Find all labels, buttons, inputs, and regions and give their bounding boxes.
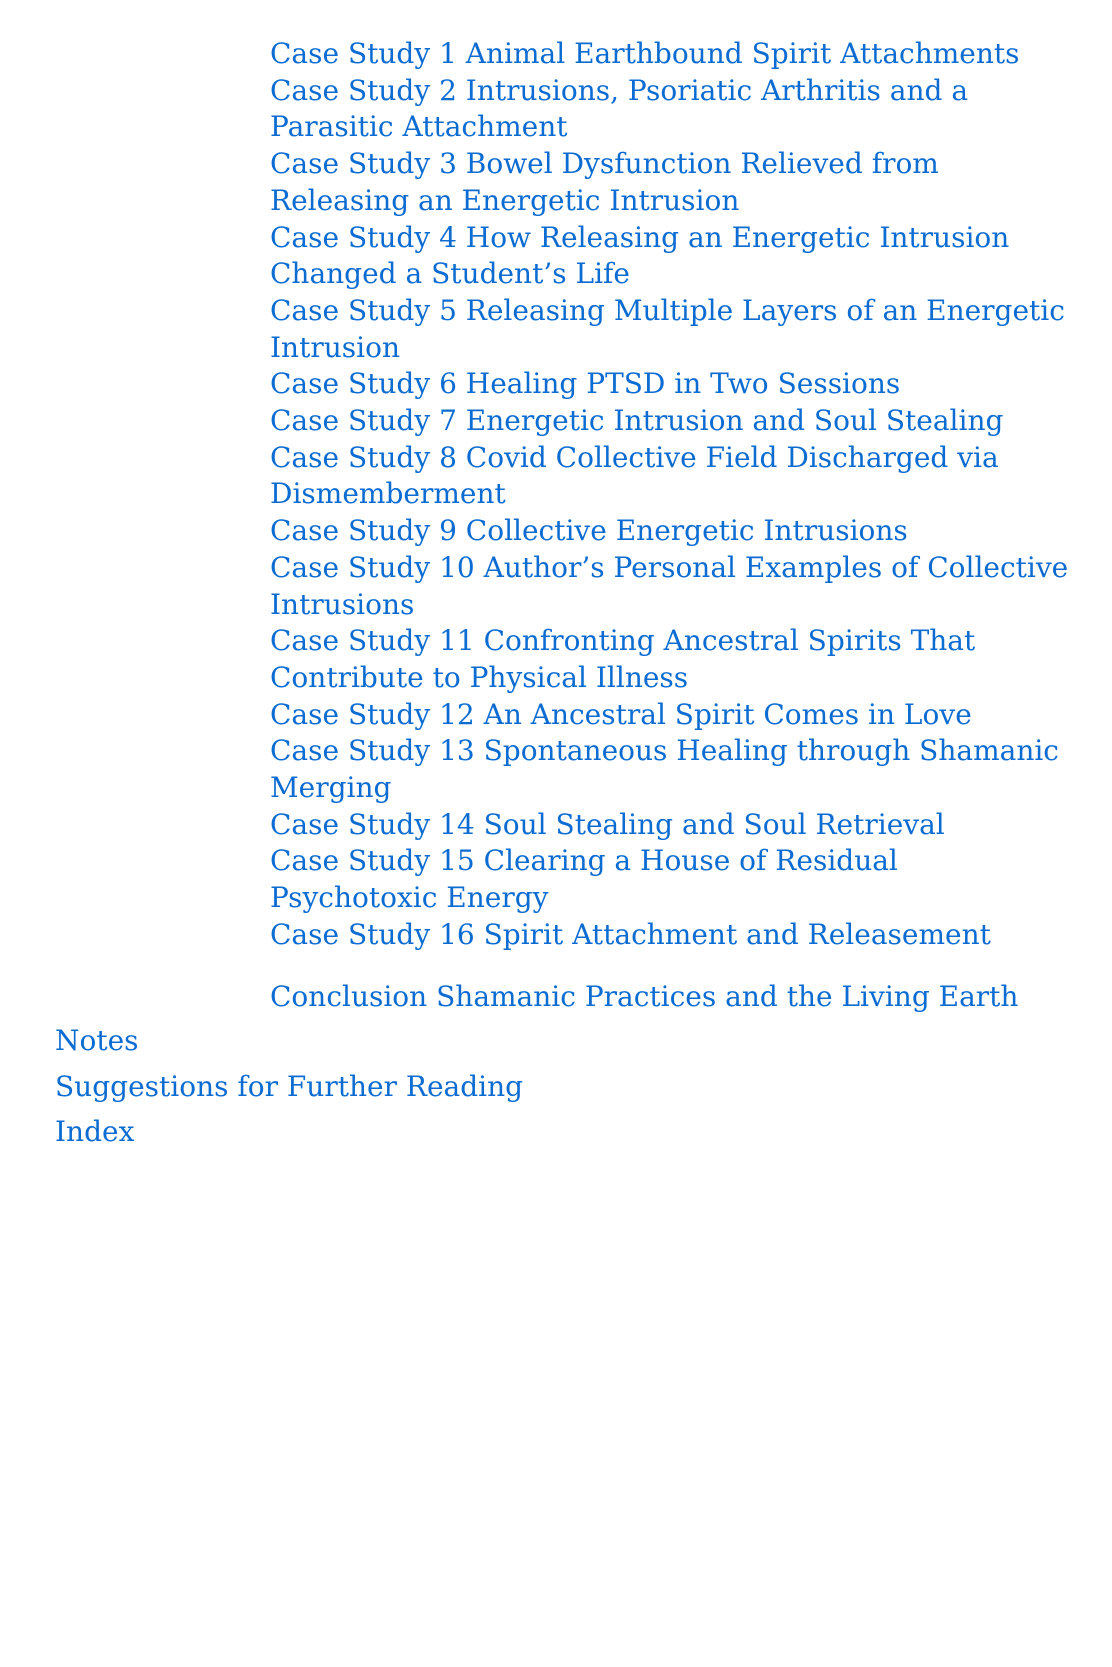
list-item (270, 917, 1070, 954)
conclusion-entry (270, 979, 1070, 1016)
list-item (55, 1023, 955, 1069)
back-matter-list (55, 1023, 955, 1160)
toc-link-case-study-2[interactable]: Case Study 2 Intrusions, Psoriatic Arthritis and a Parasitic Attachment (270, 73, 969, 144)
toc-link-conclusion[interactable]: Conclusion Shamanic Practices and the Living Earth (270, 980, 1019, 1013)
list-item (270, 623, 1070, 696)
toc-link-case-study-9[interactable]: Case Study 9 Collective Energetic Intrusions (270, 514, 908, 548)
toc-link-further-reading[interactable]: Suggestions for Further Reading (55, 1069, 524, 1103)
toc-link-case-study-10[interactable]: Case Study 10 Author’s Personal Examples of Collective Intrusions (270, 550, 1069, 621)
list-item (270, 843, 1070, 916)
list-item (270, 733, 1070, 806)
list-item (270, 513, 1070, 550)
list-item (270, 440, 1070, 513)
list-item (270, 403, 1070, 440)
toc-link-case-study-12[interactable]: Case Study 12 An Ancestral Spirit Comes in Love (270, 697, 972, 731)
list-item (55, 1114, 955, 1160)
toc-link-case-study-4[interactable]: Case Study 4 How Releasing an Energetic Intrusion Changed a Student’s Life (270, 220, 1010, 291)
case-study-list (270, 36, 1070, 954)
toc-link-case-study-14[interactable]: Case Study 14 Soul Stealing and Soul Retrieval (270, 807, 945, 841)
list-item (270, 293, 1070, 366)
toc-link-case-study-15[interactable]: Case Study 15 Clearing a House of Residual Psychotoxic Energy (270, 844, 898, 915)
toc-link-case-study-1[interactable]: Case Study 1 Animal Earthbound Spirit Attachments (270, 37, 1020, 70)
toc-link-index[interactable]: Index (55, 1115, 135, 1148)
toc-link-case-study-13[interactable]: Case Study 13 Spontaneous Healing through Shamanic Merging (270, 734, 1059, 805)
list-item (270, 146, 1070, 219)
toc-link-case-study-16[interactable]: Case Study 16 Spirit Attachment and Releasement (270, 917, 991, 951)
list-item (270, 807, 1070, 844)
toc-link-case-study-8[interactable]: Case Study 8 Covid Collective Field Discharged via Dismemberment (270, 440, 999, 511)
toc-link-case-study-3[interactable]: Case Study 3 Bowel Dysfunction Relieved from Releasing an Energetic Intrusion (270, 147, 939, 217)
list-item (270, 697, 1070, 734)
toc-link-case-study-11[interactable]: Case Study 11 Confronting Ancestral Spirits That Contribute to Physical Illness (270, 624, 976, 694)
list-item (270, 366, 1070, 403)
list-item (270, 36, 1070, 73)
toc-link-case-study-6[interactable]: Case Study 6 Healing PTSD in Two Sessions (270, 367, 901, 401)
toc-link-case-study-5[interactable]: Case Study 5 Releasing Multiple Layers of an Energetic Intrusion (270, 293, 1065, 364)
toc-link-notes[interactable]: Notes (55, 1024, 139, 1057)
list-item (55, 1069, 955, 1115)
list-item (270, 220, 1070, 293)
list-item (270, 73, 1070, 146)
toc-link-case-study-7[interactable]: Case Study 7 Energetic Intrusion and Soul Stealing (270, 404, 1004, 438)
list-item (270, 550, 1070, 623)
